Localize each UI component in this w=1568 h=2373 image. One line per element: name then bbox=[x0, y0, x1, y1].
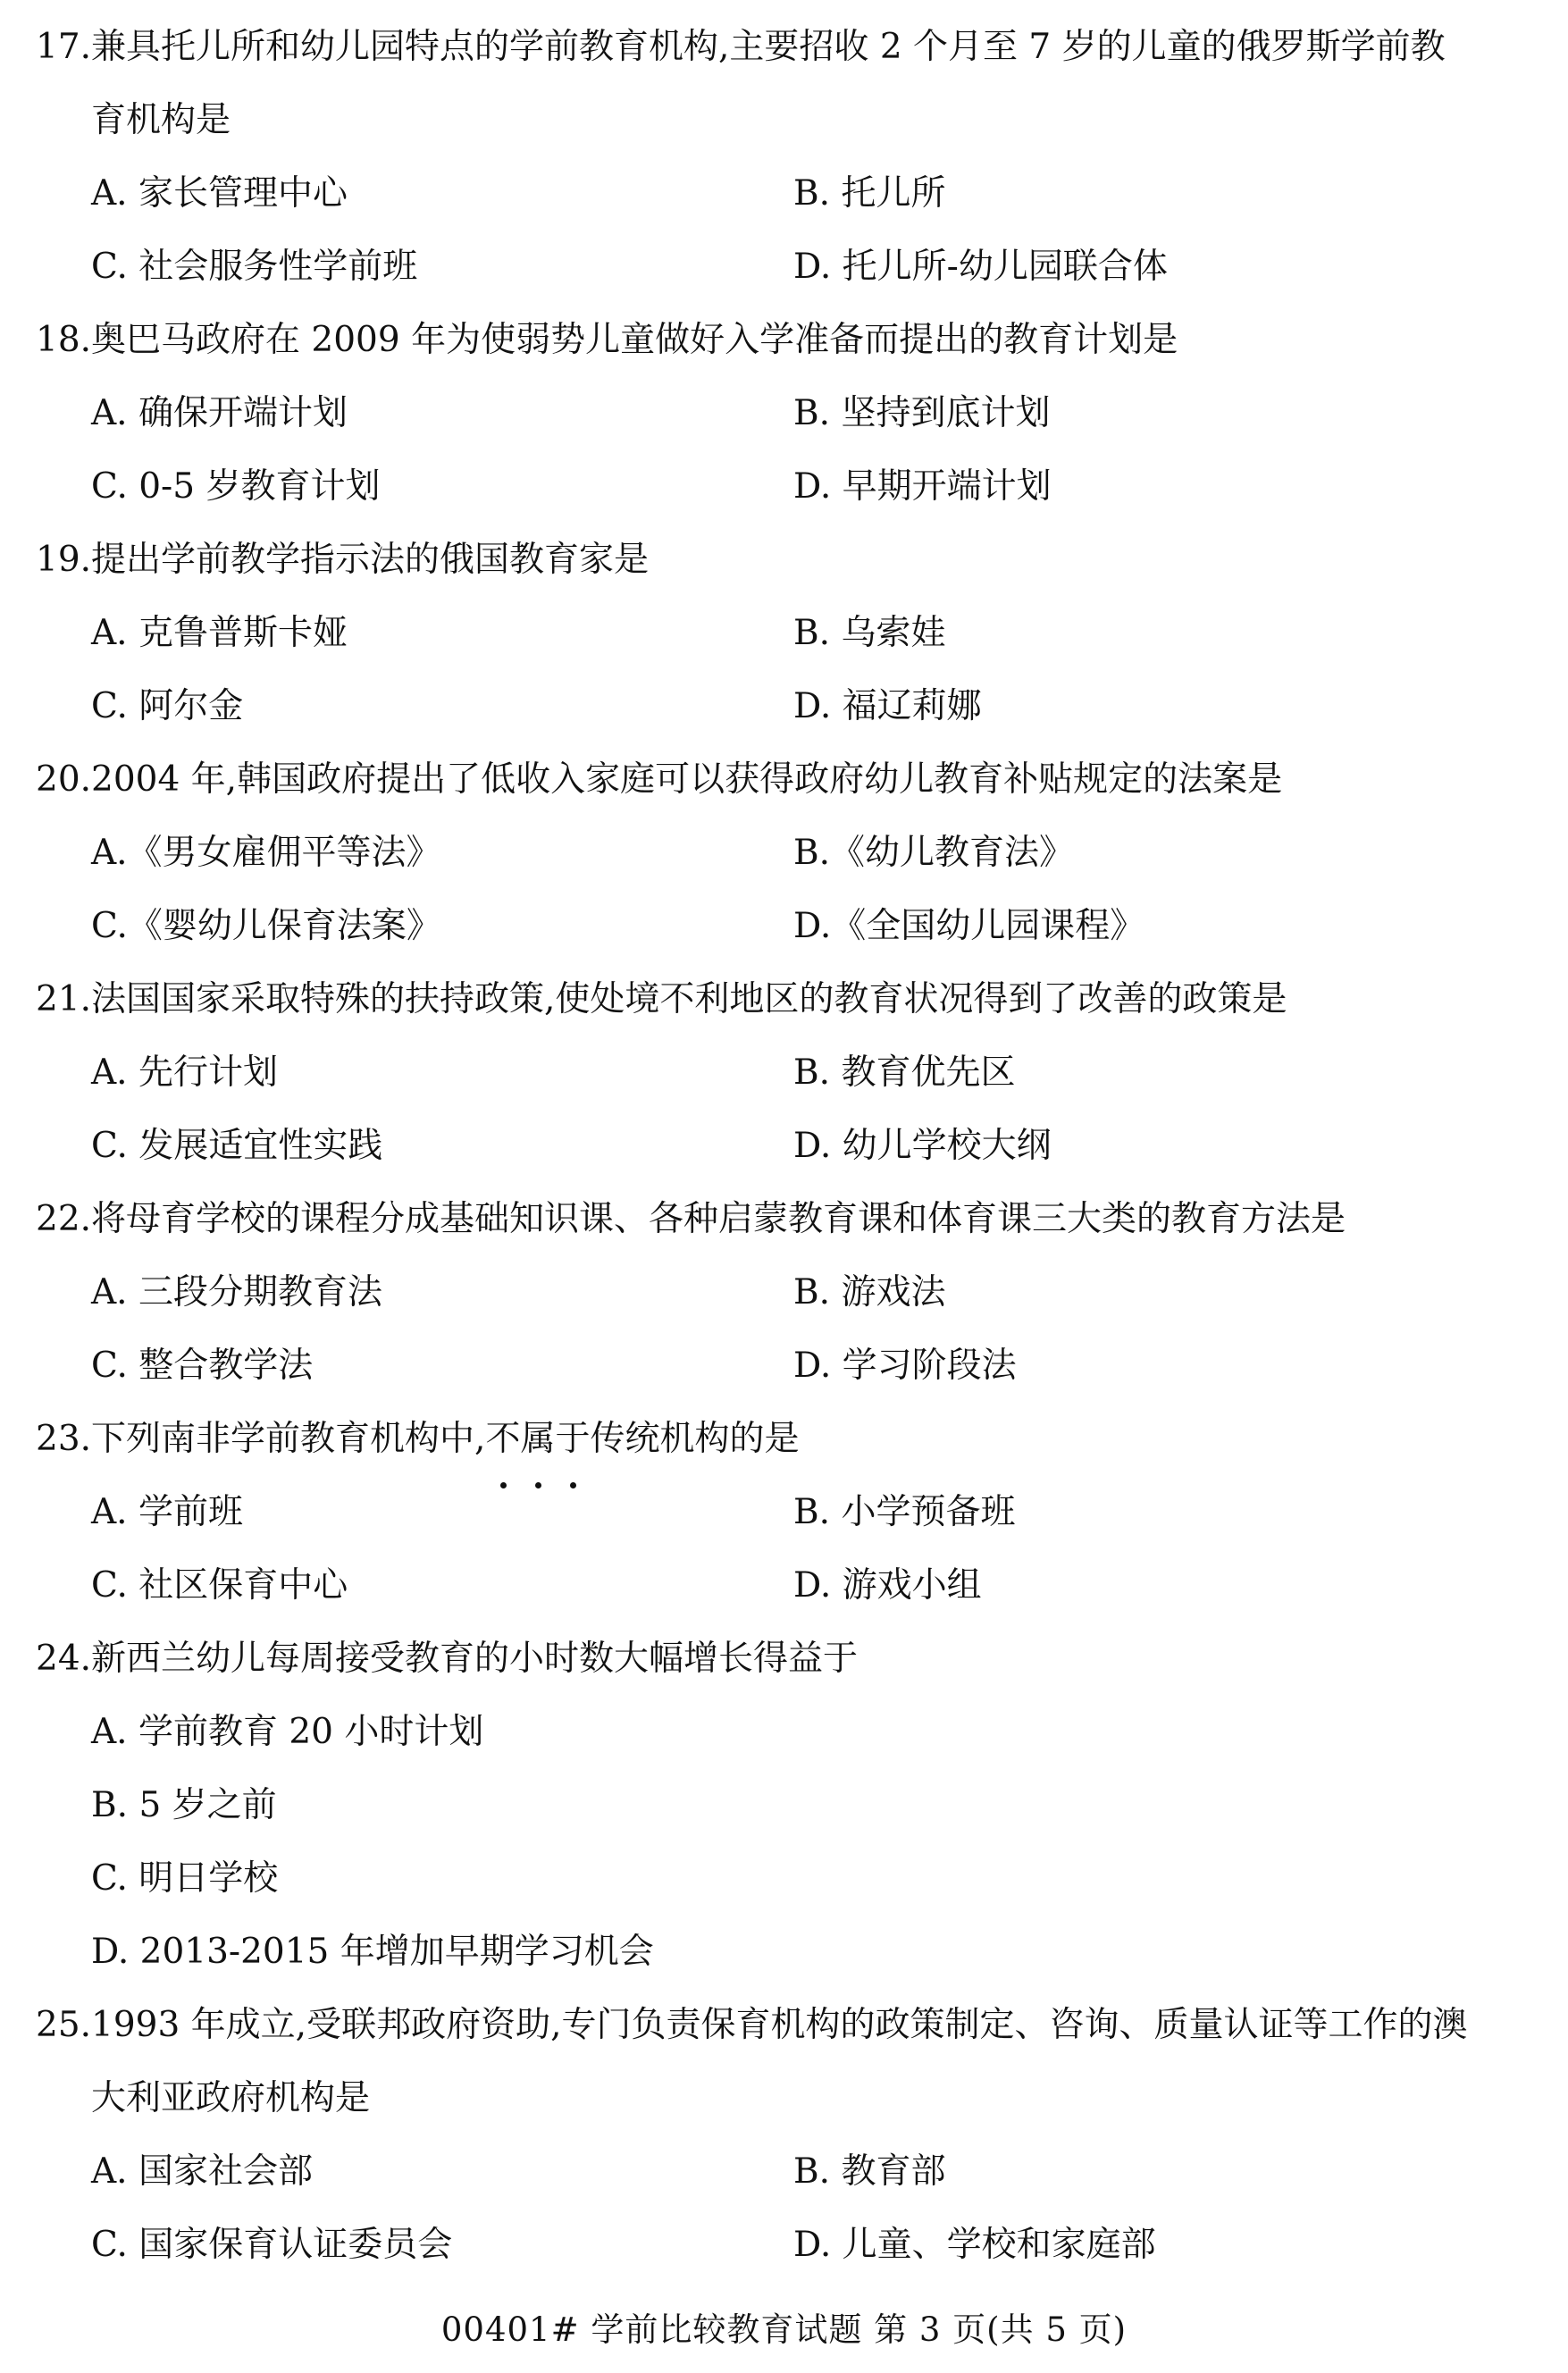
question-stem bbox=[36, 1989, 1541, 2062]
question-stem bbox=[36, 743, 1541, 817]
option-c: C. 社区保育中心 bbox=[91, 1565, 348, 1606]
option-b: B. 教育部 bbox=[793, 2151, 946, 2192]
option-row bbox=[36, 1256, 1541, 1329]
question-21 bbox=[36, 963, 1541, 1183]
option-row bbox=[36, 1916, 1541, 1989]
option-a: A. 家长管理中心 bbox=[91, 173, 348, 214]
option-row bbox=[36, 1036, 1541, 1110]
question-stem bbox=[36, 1403, 1541, 1476]
stem-text-continued: 育机构是 bbox=[91, 100, 231, 140]
stem-text-continued: 大利亚政府机构是 bbox=[91, 2078, 371, 2118]
option-b: B. 托儿所 bbox=[793, 173, 946, 214]
option-row bbox=[36, 377, 1541, 450]
option-row bbox=[36, 1549, 1541, 1623]
stem-text: 下列南非学前教育机构中, bbox=[91, 1419, 486, 1459]
option-row bbox=[36, 1696, 1541, 1769]
option-b: B. 教育优先区 bbox=[793, 1052, 1016, 1093]
question-number: 24. bbox=[36, 1639, 92, 1679]
option-d: D. 游戏小组 bbox=[793, 1565, 982, 1606]
option-d: D.《全国幼儿园课程》 bbox=[793, 906, 1145, 946]
option-row bbox=[36, 157, 1541, 231]
question-stem bbox=[36, 963, 1541, 1036]
option-b: B.《幼儿教育法》 bbox=[793, 833, 1075, 873]
option-d: D. 福辽莉娜 bbox=[793, 686, 982, 726]
question-17 bbox=[36, 11, 1541, 304]
stem-text: 奥巴马政府在 2009 年为使弱势儿童做好入学准备而提出的教育计划是 bbox=[91, 320, 1178, 360]
question-25 bbox=[36, 1989, 1541, 2282]
option-c: C. 国家保育认证委员会 bbox=[91, 2225, 453, 2265]
question-24 bbox=[36, 1623, 1541, 1989]
option-row bbox=[36, 2135, 1541, 2209]
option-row bbox=[36, 450, 1541, 524]
option-b: B. 5 岁之前 bbox=[91, 1785, 277, 1825]
option-d: D. 2013-2015 年增加早期学习机会 bbox=[91, 1932, 654, 1972]
emphasis-char: 属 bbox=[520, 1403, 555, 1476]
option-a: A. 确保开端计划 bbox=[91, 393, 348, 433]
question-number: 21. bbox=[36, 979, 92, 1019]
question-stem bbox=[36, 11, 1541, 84]
option-a: A. 学前教育 20 小时计划 bbox=[91, 1712, 484, 1752]
option-d: D. 托儿所-幼儿园联合体 bbox=[793, 247, 1168, 287]
option-row bbox=[36, 890, 1541, 963]
option-a: A. 克鲁普斯卡娅 bbox=[91, 613, 348, 653]
question-22 bbox=[36, 1183, 1541, 1403]
question-19 bbox=[36, 524, 1541, 743]
question-stem bbox=[36, 1183, 1541, 1256]
option-row bbox=[36, 1329, 1541, 1403]
option-c: C. 明日学校 bbox=[91, 1858, 279, 1899]
emphasis-char: 于 bbox=[555, 1403, 590, 1476]
option-c: C.《婴幼儿保育法案》 bbox=[91, 906, 441, 946]
stem-text: 将母育学校的课程分成基础知识课、各种启蒙教育课和体育课三大类的教育方法是 bbox=[91, 1199, 1346, 1239]
option-row bbox=[36, 1476, 1541, 1549]
emphasis-char: 不 bbox=[485, 1403, 520, 1476]
option-c: C. 0-5 岁教育计划 bbox=[91, 466, 381, 507]
option-c: C. 整合教学法 bbox=[91, 1346, 314, 1386]
option-a: A. 学前班 bbox=[91, 1492, 243, 1532]
question-number: 17. bbox=[36, 27, 92, 67]
question-number: 25. bbox=[36, 2005, 92, 2045]
question-20 bbox=[36, 743, 1541, 963]
option-d: D. 早期开端计划 bbox=[793, 466, 1052, 507]
option-b: B. 游戏法 bbox=[793, 1272, 946, 1312]
option-a: A.《男女雇佣平等法》 bbox=[91, 833, 441, 873]
question-stem bbox=[36, 1623, 1541, 1696]
question-23 bbox=[36, 1403, 1541, 1623]
question-number: 18. bbox=[36, 320, 92, 360]
option-row bbox=[36, 1842, 1541, 1916]
option-c: C. 阿尔金 bbox=[91, 686, 244, 726]
option-row bbox=[36, 231, 1541, 304]
question-number: 22. bbox=[36, 1199, 92, 1239]
page-footer: 00401# 学前比较教育试题 第 3 页(共 5 页) bbox=[440, 2310, 1128, 2349]
option-b: B. 小学预备班 bbox=[793, 1492, 1016, 1532]
question-18 bbox=[36, 304, 1541, 524]
question-stem bbox=[36, 304, 1541, 377]
question-number: 23. bbox=[36, 1419, 92, 1459]
option-d: D. 儿童、学校和家庭部 bbox=[793, 2225, 1156, 2265]
option-a: A. 国家社会部 bbox=[91, 2151, 313, 2192]
question-stem bbox=[36, 524, 1541, 597]
question-number: 19. bbox=[36, 540, 92, 580]
option-d: D. 学习阶段法 bbox=[793, 1346, 1017, 1386]
option-row bbox=[36, 1769, 1541, 1842]
option-a: A. 先行计划 bbox=[91, 1052, 278, 1093]
option-row bbox=[36, 670, 1541, 743]
option-c: C. 发展适宜性实践 bbox=[91, 1126, 383, 1166]
option-row bbox=[36, 817, 1541, 890]
question-number: 20. bbox=[36, 759, 92, 800]
option-b: B. 坚持到底计划 bbox=[793, 393, 1051, 433]
stem-text: 1993 年成立,受联邦政府资助,专门负责保育机构的政策制定、咨询、质量认证等工作的澳 bbox=[91, 2005, 1468, 2045]
stem-text: 提出学前教学指示法的俄国教育家是 bbox=[91, 540, 650, 580]
stem-text: 2004 年,韩国政府提出了低收入家庭可以获得政府幼儿教育补贴规定的法案是 bbox=[91, 759, 1283, 800]
option-row bbox=[36, 597, 1541, 670]
stem-text: 兼具托儿所和幼儿园特点的学前教育机构,主要招收 2 个月至 7 岁的儿童的俄罗斯学前教 bbox=[91, 27, 1446, 67]
option-d: D. 幼儿学校大纲 bbox=[793, 1126, 1052, 1166]
option-row bbox=[36, 1110, 1541, 1183]
option-a: A. 三段分期教育法 bbox=[91, 1272, 382, 1312]
option-c: C. 社会服务性学前班 bbox=[91, 247, 418, 287]
option-b: B. 乌索娃 bbox=[793, 613, 946, 653]
stem-text: 新西兰幼儿每周接受教育的小时数大幅增长得益于 bbox=[91, 1639, 859, 1679]
stem-text: 传统机构的是 bbox=[590, 1419, 800, 1459]
stem-text: 法国国家采取特殊的扶持政策,使处境不利地区的教育状况得到了改善的政策是 bbox=[91, 979, 1287, 1019]
option-row bbox=[36, 2209, 1541, 2282]
